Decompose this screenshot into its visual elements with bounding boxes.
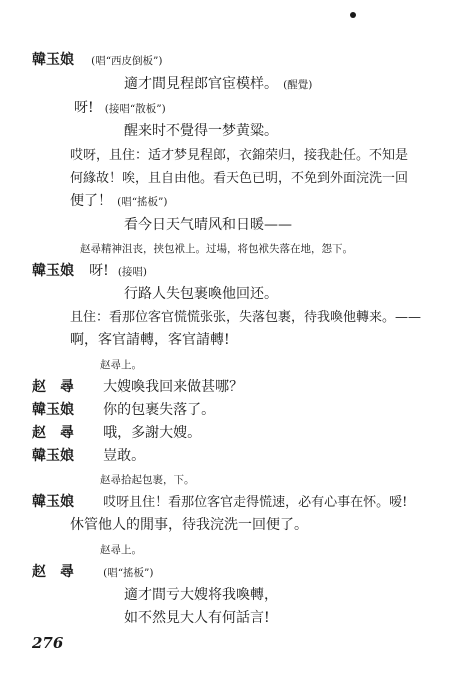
speaker-label: 赵 尋: [32, 379, 74, 395]
speaker-label: 赵 尋: [32, 425, 74, 441]
speaker-label: 韓玉娘: [32, 402, 74, 418]
script-line-17: [32, 424, 201, 440]
dialogue-text: 你的包裹失落了。: [103, 402, 216, 418]
script-line-6: [70, 169, 408, 185]
script-line-9: [80, 239, 353, 255]
script-line-7: [70, 192, 168, 208]
script-line-19: [100, 470, 195, 486]
script-line-20: [32, 493, 407, 509]
stage-direction: 赵尋拾起包裹，下。: [100, 474, 195, 486]
script-line-13: [70, 331, 230, 347]
dialogue-text: 啊，客官請轉，客官請轉!: [70, 332, 230, 348]
page-mark: [350, 12, 356, 18]
speaker-label: 赵 尋: [32, 564, 74, 580]
stage-note: (接唱“散板”): [104, 103, 166, 115]
stage-note: (唱“搖板”): [117, 196, 168, 208]
stage-note: (唱“西皮倒板”): [91, 55, 163, 67]
script-line-8: [124, 216, 292, 232]
verse-text: 醒来时不覺得一梦黄粱。: [124, 123, 278, 139]
dialogue-text: 豈敢。: [103, 448, 146, 464]
script-line-21: [70, 516, 308, 532]
dialogue-text: 哎呀，且住：适才梦見程郎，衣錦荣归，接我赴任。不知是: [70, 148, 409, 163]
script-line-4: [124, 122, 278, 138]
stage-direction: 赵尋上。: [100, 359, 142, 371]
dialogue-text: 何緣故！唉，且自由他。看天色已明，不免到外面浣洗一回: [70, 171, 409, 186]
speaker-label: 韓玉娘: [32, 494, 74, 510]
script-line-14: [100, 355, 142, 371]
stage-direction: 赵尋精神沮丧，挟包袱上。过場，将包袱失落在地，怨下。: [80, 243, 353, 255]
dialogue-text: 呀!: [74, 100, 94, 116]
verse-text: 適才間見程郎官宦模样。: [124, 76, 278, 92]
verse-text: 如不然見大人有何話言!: [124, 610, 270, 626]
script-line-24: [124, 586, 278, 602]
script-line-12: [70, 308, 421, 324]
script-line-10: [32, 262, 147, 278]
stage-direction: 赵尋上。: [100, 544, 142, 556]
script-line-18: [32, 447, 145, 463]
script-line-15: [32, 378, 243, 394]
stage-note: (醒覺): [283, 79, 313, 91]
speaker-label: 韓玉娘: [32, 263, 74, 279]
script-line-11: [124, 285, 278, 301]
verse-text: 適才間亏大嫂将我喚轉，: [124, 587, 278, 603]
script-line-1: [32, 51, 163, 67]
stage-note: (唱“搖板”): [103, 567, 154, 579]
verse-text: 行路人失包裹喚他回还。: [124, 286, 278, 302]
script-line-23: [32, 563, 154, 579]
page-number: 276: [32, 634, 64, 652]
dialogue-text: 呀!: [89, 263, 109, 279]
script-line-3: [74, 99, 166, 115]
speaker-label: 韓玉娘: [32, 52, 74, 68]
speaker-label: 韓玉娘: [32, 448, 74, 464]
script-line-22: [100, 540, 142, 556]
dialogue-text: 哦，多謝大嫂。: [103, 425, 202, 441]
dialogue-text: 且住：看那位客官慌慌张张，失落包裹，待我喚他轉来。——: [70, 310, 422, 325]
dialogue-text: 哎呀且住！看那位客官走得慌速，必有心事在怀。嗳!: [103, 495, 408, 510]
dialogue-text: 便了！: [70, 193, 112, 209]
dialogue-text: 大嫂喚我回来做甚哪？: [103, 379, 244, 395]
stage-note: (接唱): [117, 266, 148, 278]
script-line-25: [124, 609, 270, 625]
dialogue-text: 休管他人的閒事，待我浣洗一回便了。: [70, 517, 308, 533]
script-line-2: [124, 75, 312, 91]
script-line-5: [70, 146, 408, 162]
script-line-16: [32, 401, 215, 417]
verse-text: 看今日天气晴风和日暖——: [124, 217, 292, 233]
